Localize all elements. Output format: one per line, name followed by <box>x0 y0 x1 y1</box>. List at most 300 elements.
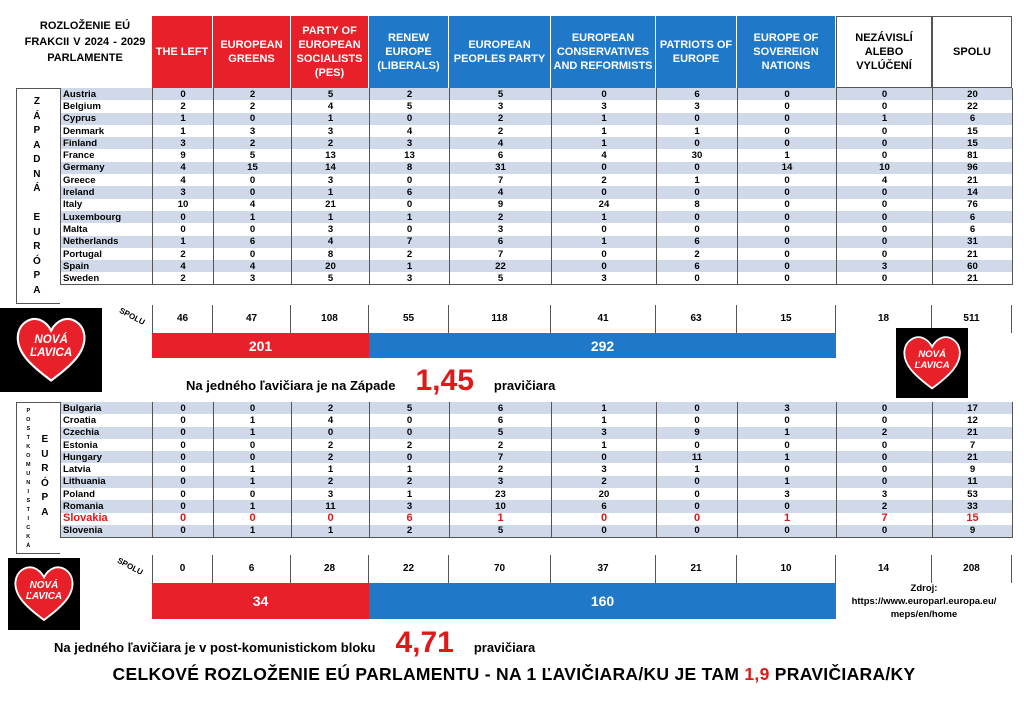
footer-unit: PRAVIČIARA/KY <box>774 664 916 684</box>
seat-count: 13 <box>370 149 450 161</box>
seat-count: 1 <box>738 476 837 488</box>
side-letter: P <box>26 408 31 414</box>
seat-count: 15 <box>933 513 1013 525</box>
seat-count: 3 <box>292 174 370 186</box>
seat-count: 3 <box>450 223 552 235</box>
seat-count: 1 <box>450 513 552 525</box>
seat-count: 2 <box>370 439 450 451</box>
seat-count: 0 <box>657 525 738 537</box>
total-renew-europe: 55 <box>369 305 449 333</box>
seat-count: 4 <box>153 174 214 186</box>
side-letter: S <box>26 426 31 432</box>
east-ratio-line <box>54 626 535 660</box>
seat-count: 2 <box>552 476 657 488</box>
seat-count: 6 <box>370 186 450 198</box>
country-name: Hungary <box>61 451 153 463</box>
seat-count: 0 <box>837 402 933 414</box>
seat-count: 0 <box>837 272 933 284</box>
seat-count: 0 <box>837 125 933 137</box>
seat-count: 9 <box>450 199 552 211</box>
seat-count: 2 <box>370 525 450 537</box>
seat-count: 4 <box>153 260 214 272</box>
east-totals-row <box>152 555 1012 583</box>
total-ecr: 37 <box>551 555 656 583</box>
seat-count: 0 <box>214 223 292 235</box>
country-name: Luxembourg <box>61 211 153 223</box>
source-url: https://www.europarl.europa.eu/ meps/en/home <box>851 596 997 620</box>
seat-count: 60 <box>933 260 1013 272</box>
seat-count: 2 <box>214 137 292 149</box>
seat-count: 3 <box>837 260 933 272</box>
seat-count: 31 <box>933 236 1013 248</box>
west-ratio-line <box>186 364 555 398</box>
side-letter: I <box>27 516 30 522</box>
seat-count: 0 <box>370 113 450 125</box>
seat-count: 2 <box>370 476 450 488</box>
side-letter: K <box>26 534 31 540</box>
side-letter: Ó <box>33 255 41 267</box>
seat-count: 0 <box>552 260 657 272</box>
seat-count: 3 <box>552 100 657 112</box>
seat-count: 0 <box>837 186 933 198</box>
seat-count: 4 <box>837 174 933 186</box>
seat-count: 3 <box>292 488 370 500</box>
logo-text: NOVÁ <box>34 333 68 346</box>
table-row <box>61 199 1013 211</box>
seat-count: 0 <box>738 113 837 125</box>
country-name: Greece <box>61 174 153 186</box>
seat-count: 3 <box>214 272 292 284</box>
seat-count: 4 <box>552 149 657 161</box>
column-header-non-attached: NEZÁVISLÍ ALEBO VYLÚČENÍ <box>836 16 932 88</box>
seat-count: 2 <box>292 476 370 488</box>
seat-count: 2 <box>153 248 214 260</box>
source-note <box>836 582 1012 621</box>
seat-count: 0 <box>214 451 292 463</box>
seat-count: 3 <box>153 137 214 149</box>
seat-count: 21 <box>933 272 1013 284</box>
seat-count: 0 <box>552 451 657 463</box>
country-name: Slovakia <box>61 513 153 525</box>
seat-count: 0 <box>552 88 657 100</box>
country-name: Spain <box>61 260 153 272</box>
seat-count: 0 <box>837 463 933 475</box>
side-letter: P <box>41 492 49 503</box>
seat-count: 1 <box>153 125 214 137</box>
column-header-esn: EUROPE OF SOVEREIGN NATIONS <box>737 16 836 88</box>
seat-count: 1 <box>657 125 738 137</box>
seat-count: 1 <box>370 211 450 223</box>
seat-count: 6 <box>657 88 738 100</box>
nova-lavica-logo-1 <box>0 308 102 392</box>
table-row <box>61 260 1013 272</box>
side-letter: U <box>26 471 31 477</box>
seat-count: 2 <box>153 272 214 284</box>
table-row <box>61 125 1013 137</box>
seat-count: 76 <box>933 199 1013 211</box>
seat-count: 0 <box>837 223 933 235</box>
table-row <box>61 211 1013 223</box>
side-letter: T <box>26 435 30 441</box>
country-name: Austria <box>61 88 153 100</box>
west-ratio-value: 1,45 <box>415 364 474 397</box>
seat-count: 21 <box>933 427 1013 439</box>
country-name: Sweden <box>61 272 153 284</box>
seat-count: 1 <box>552 125 657 137</box>
seat-count: 0 <box>837 211 933 223</box>
seat-count: 0 <box>552 513 657 525</box>
total-esn: 15 <box>737 305 836 333</box>
seat-count: 3 <box>657 100 738 112</box>
seat-count: 0 <box>657 402 738 414</box>
seat-count: 5 <box>450 272 552 284</box>
seat-count: 0 <box>837 439 933 451</box>
country-name: Lithuania <box>61 476 153 488</box>
seat-count: 1 <box>552 402 657 414</box>
seat-count: 0 <box>738 137 837 149</box>
country-name: Latvia <box>61 463 153 475</box>
seat-count: 1 <box>552 439 657 451</box>
side-letter: E <box>41 434 49 445</box>
seat-count: 0 <box>738 525 837 537</box>
seat-count: 9 <box>657 427 738 439</box>
seat-count: 0 <box>738 88 837 100</box>
seat-count: 21 <box>933 174 1013 186</box>
footer-value: 1,9 <box>744 664 770 684</box>
table-row <box>61 500 1013 512</box>
table-row <box>61 402 1013 414</box>
country-name: Bulgaria <box>61 402 153 414</box>
seat-count: 21 <box>933 248 1013 260</box>
seat-count: 0 <box>837 137 933 149</box>
seat-count: 2 <box>837 427 933 439</box>
logo-text: NOVÁ <box>918 348 946 360</box>
total-patriots: 63 <box>656 305 737 333</box>
seat-count: 0 <box>153 463 214 475</box>
seat-count: 2 <box>552 174 657 186</box>
seat-count: 0 <box>738 211 837 223</box>
seat-count: 0 <box>657 439 738 451</box>
east-ratio-unit: pravičiara <box>473 640 536 655</box>
table-row <box>61 236 1013 248</box>
country-name: Slovenia <box>61 525 153 537</box>
seat-count: 1 <box>552 113 657 125</box>
seat-count: 7 <box>450 248 552 260</box>
table-row <box>61 223 1013 235</box>
west-left-total-bar: 201 <box>152 333 369 358</box>
seat-count: 0 <box>837 149 933 161</box>
seat-count: 0 <box>738 186 837 198</box>
seat-count: 6 <box>657 236 738 248</box>
seat-count: 1 <box>657 463 738 475</box>
side-letter: A <box>41 506 49 518</box>
seat-count: 0 <box>153 488 214 500</box>
seat-count: 0 <box>657 113 738 125</box>
seat-count: 0 <box>837 88 933 100</box>
seat-count: 5 <box>370 100 450 112</box>
seat-count: 2 <box>214 100 292 112</box>
seat-count: 5 <box>450 427 552 439</box>
seat-count: 1 <box>214 427 292 439</box>
seat-count: 0 <box>837 100 933 112</box>
side-letter: M <box>26 462 31 468</box>
west-ratio-text: Na jedného ľavičiara je na Západe <box>186 378 396 393</box>
seat-count: 1 <box>214 500 292 512</box>
seat-count: 5 <box>214 149 292 161</box>
nova-lavica-logo-3 <box>8 558 80 630</box>
side-letter: N <box>26 480 31 486</box>
seat-count: 1 <box>370 463 450 475</box>
seat-count: 1 <box>292 113 370 125</box>
seat-count: 0 <box>837 236 933 248</box>
seat-count: 1 <box>292 525 370 537</box>
seat-count: 0 <box>153 211 214 223</box>
seat-count: 2 <box>292 439 370 451</box>
seat-count: 0 <box>657 488 738 500</box>
side-letter: U <box>33 226 41 238</box>
seat-count: 1 <box>214 463 292 475</box>
total-esn: 10 <box>737 555 836 583</box>
seat-count: 11 <box>657 451 738 463</box>
seat-count: 21 <box>933 451 1013 463</box>
country-name: Germany <box>61 162 153 174</box>
east-right-total-bar: 160 <box>369 583 836 619</box>
seat-count: 6 <box>552 500 657 512</box>
seat-count: 4 <box>292 414 370 426</box>
west-spolu-label: SPOLU <box>117 306 147 327</box>
heart-icon <box>15 314 87 386</box>
total-european-greens: 6 <box>213 555 291 583</box>
east-left-total-bar: 34 <box>152 583 369 619</box>
table-row <box>61 162 1013 174</box>
seat-count: 0 <box>153 427 214 439</box>
seat-count: 0 <box>657 162 738 174</box>
side-letter: I <box>27 489 30 495</box>
east-ratio-text: Na jedného ľavičiara je v post-komunistickom bloku <box>54 640 376 655</box>
side-letter: A <box>33 139 41 151</box>
table-row <box>61 525 1013 537</box>
source-label: Zdroj: <box>910 583 938 594</box>
seat-count: 1 <box>738 513 837 525</box>
table-row <box>61 137 1013 149</box>
seat-count: 4 <box>292 236 370 248</box>
seat-count: 0 <box>153 476 214 488</box>
side-letter: Z <box>33 96 40 107</box>
footer-text: CELKOVÉ ROZLOŽENIE EÚ PARLAMENTU - NA 1 ĽAVIČIARA/KU JE TAM <box>112 664 740 684</box>
seat-count: 11 <box>292 500 370 512</box>
column-header-epp: EUROPEAN PEOPLES PARTY <box>449 16 551 88</box>
seat-count: 0 <box>370 414 450 426</box>
seat-count: 6 <box>450 236 552 248</box>
seat-count: 0 <box>657 137 738 149</box>
side-letter: Á <box>33 183 41 194</box>
seat-count: 0 <box>657 223 738 235</box>
table-row <box>61 513 1013 525</box>
total-non-attached: 14 <box>836 555 932 583</box>
seat-count: 7 <box>450 451 552 463</box>
east-spolu-label: SPOLU <box>115 556 145 577</box>
seat-count: 33 <box>933 500 1013 512</box>
seat-count: 0 <box>214 174 292 186</box>
country-name: Czechia <box>61 427 153 439</box>
east-side-label <box>16 402 60 554</box>
country-name: Belgium <box>61 100 153 112</box>
seat-count: 17 <box>933 402 1013 414</box>
seat-count: 7 <box>370 236 450 248</box>
side-letter: Á <box>33 110 41 122</box>
seat-count: 14 <box>738 162 837 174</box>
seat-count: 2 <box>292 137 370 149</box>
table-row <box>61 113 1013 125</box>
side-letter: Ó <box>41 477 49 489</box>
table-row <box>61 439 1013 451</box>
seat-count: 0 <box>153 414 214 426</box>
seat-count: 2 <box>450 211 552 223</box>
seat-count: 0 <box>657 414 738 426</box>
seat-count: 0 <box>738 223 837 235</box>
seat-count: 0 <box>738 199 837 211</box>
seat-count: 0 <box>214 488 292 500</box>
seat-count: 7 <box>837 513 933 525</box>
table-row <box>61 488 1013 500</box>
seat-count: 4 <box>153 162 214 174</box>
total-spolu: 511 <box>932 305 1012 333</box>
side-letter: K <box>26 444 31 450</box>
seat-count: 31 <box>450 162 552 174</box>
seat-count: 1 <box>153 113 214 125</box>
seat-count: 7 <box>933 439 1013 451</box>
seat-count: 3 <box>370 272 450 284</box>
seat-count: 0 <box>214 402 292 414</box>
country-name: Ireland <box>61 186 153 198</box>
seat-count: 1 <box>292 463 370 475</box>
seat-count: 0 <box>153 402 214 414</box>
seat-count: 8 <box>292 248 370 260</box>
seat-count: 1 <box>214 525 292 537</box>
logo-text: ĽAVICA <box>29 346 73 359</box>
table-row <box>61 248 1013 260</box>
country-name: Croatia <box>61 414 153 426</box>
country-name: Malta <box>61 223 153 235</box>
total-patriots: 21 <box>656 555 737 583</box>
post-communist-europe-table <box>60 402 1013 538</box>
seat-count: 0 <box>552 162 657 174</box>
seat-count: 10 <box>450 500 552 512</box>
west-europe-table <box>60 88 1013 285</box>
seat-count: 15 <box>214 162 292 174</box>
seat-count: 1 <box>153 236 214 248</box>
seat-count: 3 <box>738 402 837 414</box>
seat-count: 6 <box>450 414 552 426</box>
seat-count: 1 <box>292 211 370 223</box>
seat-count: 0 <box>370 199 450 211</box>
column-header-patriots: PATRIOTS OF EUROPE <box>656 16 737 88</box>
column-header-the-left: THE LEFT <box>152 16 213 88</box>
seat-count: 0 <box>370 427 450 439</box>
seat-count: 7 <box>450 174 552 186</box>
east-ratio-value: 4,71 <box>395 626 454 659</box>
seat-count: 23 <box>450 488 552 500</box>
table-row <box>61 427 1013 439</box>
seat-count: 0 <box>657 513 738 525</box>
seat-count: 20 <box>552 488 657 500</box>
total-non-attached: 18 <box>836 305 932 333</box>
seat-count: 1 <box>292 186 370 198</box>
seat-count: 11 <box>933 476 1013 488</box>
seat-count: 3 <box>552 463 657 475</box>
side-letter: O <box>26 417 31 423</box>
side-letter: R <box>41 463 49 474</box>
seat-count: 0 <box>738 439 837 451</box>
seat-count: 6 <box>214 236 292 248</box>
seat-count: 0 <box>738 100 837 112</box>
total-epp: 118 <box>449 305 551 333</box>
seat-count: 0 <box>738 272 837 284</box>
seat-count: 14 <box>933 186 1013 198</box>
side-letter: A <box>33 284 41 296</box>
seat-count: 2 <box>153 100 214 112</box>
seat-count: 0 <box>153 513 214 525</box>
seat-count: 6 <box>450 402 552 414</box>
side-letter: O <box>26 453 31 459</box>
seat-count: 0 <box>738 248 837 260</box>
seat-count: 2 <box>837 500 933 512</box>
seat-count: 4 <box>450 186 552 198</box>
seat-count: 2 <box>292 402 370 414</box>
country-name: Poland <box>61 488 153 500</box>
total-the-left: 46 <box>152 305 213 333</box>
seat-count: 1 <box>214 476 292 488</box>
seat-count: 0 <box>738 236 837 248</box>
total-european-greens: 47 <box>213 305 291 333</box>
seat-count: 0 <box>153 451 214 463</box>
table-row <box>61 186 1013 198</box>
seat-count: 14 <box>292 162 370 174</box>
side-letter: E <box>33 212 41 223</box>
table-row <box>61 149 1013 161</box>
country-name: Portugal <box>61 248 153 260</box>
seat-count: 1 <box>552 137 657 149</box>
column-header-spolu: SPOLU <box>932 16 1012 88</box>
seat-count: 15 <box>933 125 1013 137</box>
seat-count: 15 <box>933 137 1013 149</box>
seat-count: 0 <box>552 186 657 198</box>
seat-count: 0 <box>292 513 370 525</box>
seat-count: 1 <box>837 113 933 125</box>
seat-count: 0 <box>657 272 738 284</box>
seat-count: 5 <box>292 88 370 100</box>
seat-count: 6 <box>933 223 1013 235</box>
west-right-total-bar: 292 <box>369 333 836 358</box>
seat-count: 4 <box>214 199 292 211</box>
seat-count: 21 <box>292 199 370 211</box>
table-row <box>61 451 1013 463</box>
seat-count: 0 <box>153 439 214 451</box>
seat-count: 3 <box>292 125 370 137</box>
country-name: Italy <box>61 199 153 211</box>
seat-count: 0 <box>552 525 657 537</box>
seat-count: 0 <box>153 500 214 512</box>
total-spolu: 208 <box>932 555 1012 583</box>
side-letter: S <box>26 498 31 504</box>
country-name: Romania <box>61 500 153 512</box>
logo-text: NOVÁ <box>29 579 59 591</box>
seat-count: 9 <box>933 525 1013 537</box>
seat-count: 13 <box>292 149 370 161</box>
seat-count: 0 <box>214 513 292 525</box>
seat-count: 6 <box>657 260 738 272</box>
side-letter: Á <box>26 543 31 549</box>
